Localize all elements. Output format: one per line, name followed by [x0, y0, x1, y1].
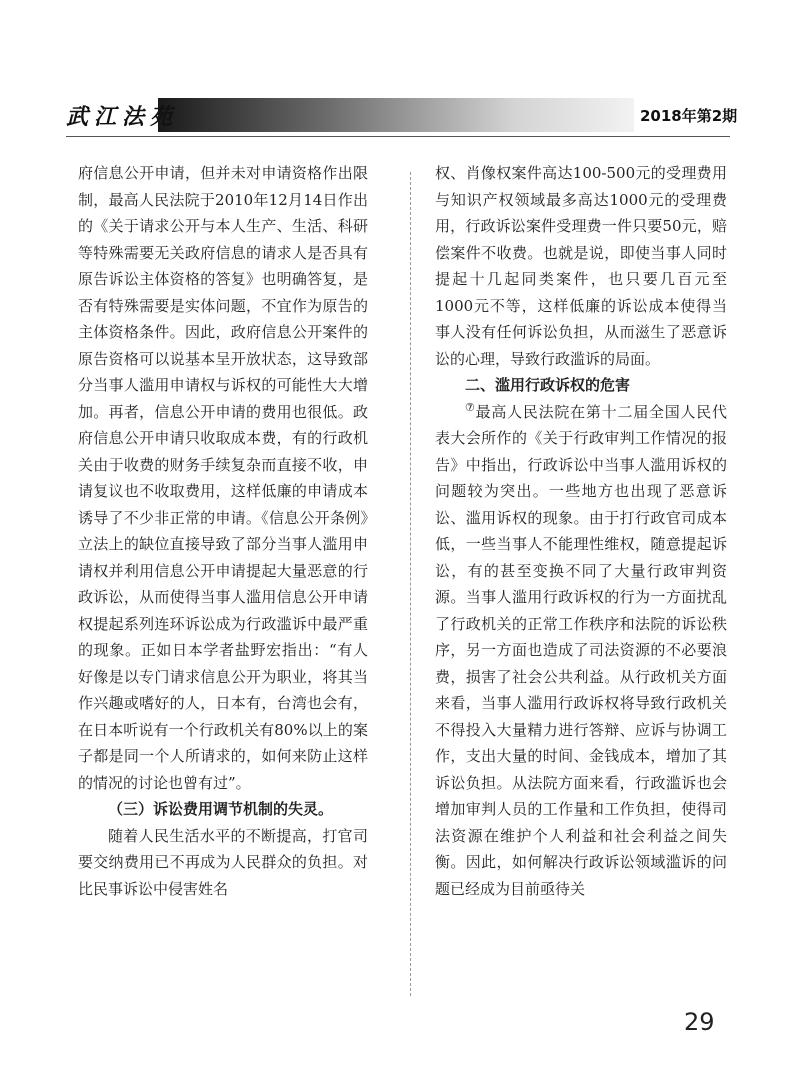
left-paragraph-1: 府信息公开申请，但并未对申请资格作出限制，最高人民法院于2010年12月14日作出的《关于请求公开与本人生产、生活、科研等特殊需要无关政府信息的请求人是否具有原告诉讼主体资格的答复》也明确答复，是否有特殊需要是实体问题，不宜作为原告的主体资格条件。因此，政府信息公开案件的原告资格可以说基本呈开放状态，这导致部分当事人滥用申请权与诉权的可能性大大增加。再者，信息公开申请的费用也很低。政府信息公开申请只收取成本费，有的行政机关由于收费的财务手续复杂而直接不收，申请复议也不收取费用，这样低廉的申请成本诱导了不少非正常的申请。《信息公开条例》立法上的缺位直接导致了部分当事人滥用申请权并利用信息公开申请提起大量恶意的行政诉讼，从而使得当事人滥用信息公开申请权提起系列连环诉讼成为行政滥诉中最严重的现象。正如日本学者盐野宏指出：“有人好像是以专门请求信息公开为职业，将其当作兴趣或嗜好的人，日本有，台湾也会有，在日本听说有一个行政机关有80%以上的案子都是同一个人所请求的，如何来防止这样的情况的讨论也曾有过”。 [78, 164, 368, 792]
section-heading-3: （三）诉讼费用调节机制的失灵。 [108, 800, 334, 818]
header-rule [66, 136, 730, 137]
right-paragraph-2 [435, 399, 727, 903]
left-paragraph-2: 随着人民生活水平的不断提高，打官司要交纳费用已不再成为人民群众的负担。对比民事诉讼中侵害姓名 [78, 826, 368, 898]
left-column [78, 160, 368, 902]
right-paragraph-1: 权、肖像权案件高达100-500元的受理费用与知识产权领域最多高达1000元的受理费用，行政诉讼案件受理费一件只要50元，赔偿案件不收费。也就是说，即使当事人同时提起十几起同类案件，也只要几百元至1000元不等，这样低廉的诉讼成本使得当事人没有任何诉讼负担，从而滋生了恶意诉讼的心理，导致行政滥诉的局面。 [435, 164, 727, 368]
page-number: 29 [684, 1008, 715, 1036]
right-paragraph-2-text: 最高人民法院在第十二届全国人民代表大会所作的《关于行政审判工作情况的报告》中指出，行政诉讼中当事人滥用诉权的问题较为突出。一些地方也出现了恶意诉讼、滥用诉权的现象。由于打行政官司成本低，一些当事人不能理性维权，随意提起诉讼，有的甚至变换不同了大量行政审判资源。当事人滥用行政诉权的行为一方面扰乱了行政机关的正常工作秩序和法院的诉讼秩序，另一方面也造成了司法资源的不必要浪费，损害了社会公共利益。从行政机关方面来看，当事人滥用行政诉权将导致行政机关不得投入大量精力进行答辩、应诉与协调工作，支出大量的时间、金钱成本，增加了其诉讼负担。从法院方面来看，行政滥诉也会增加审判人员的工作量和工作负担，使得司法资源在维护个人利益和社会利益之间失衡。因此，如何解决行政诉讼领域滥诉的问题已经成为目前亟待关 [435, 402, 727, 898]
section-heading-2: 二、滥用行政诉权的危害 [465, 376, 631, 394]
footnote-mark: ⑦ [465, 400, 476, 414]
header-gradient-bar [158, 98, 634, 132]
column-divider [410, 172, 411, 996]
journal-name: 武江法苑 [66, 104, 179, 130]
issue-label: 2018年第2期 [640, 107, 738, 125]
right-column [435, 160, 727, 902]
